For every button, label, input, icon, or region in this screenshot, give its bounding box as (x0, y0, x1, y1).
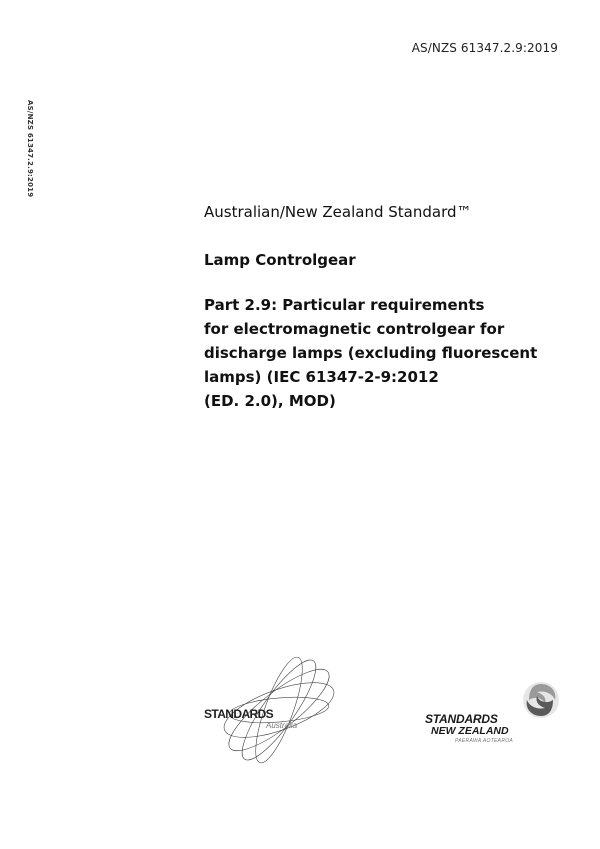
standards-new-zealand-logo (425, 680, 565, 750)
document-number: AS/NZS 61347.2.9:2019 (411, 41, 558, 55)
sa-logo-word: STANDARDS (204, 707, 274, 721)
subtitle-line: (ED. 2.0), MOD) (204, 392, 336, 410)
snz-logo-word: STANDARDS (425, 712, 498, 726)
document-subtitle (204, 293, 564, 413)
subtitle-line: for electromagnetic controlgear for (204, 320, 505, 338)
document-title: Lamp Controlgear (204, 251, 356, 269)
swirl-logo-icon (521, 680, 561, 720)
subtitle-line: lamps) (IEC 61347-2-9:2012 (204, 368, 439, 386)
subtitle-line: discharge lamps (excluding fluorescent (204, 344, 538, 362)
snz-logo-tagline: PAERAWA AOTEAROA (455, 738, 514, 744)
side-document-number: AS/NZS 61347.2.9:2019 (26, 100, 34, 198)
sa-logo-sub: Australia (266, 721, 298, 730)
snz-logo-word: NEW ZEALAND (431, 725, 509, 737)
standard-series: Australian/New Zealand Standard™ (204, 203, 472, 221)
subtitle-line: Part 2.9: Particular requirements (204, 296, 485, 314)
standards-australia-logo (204, 640, 354, 780)
